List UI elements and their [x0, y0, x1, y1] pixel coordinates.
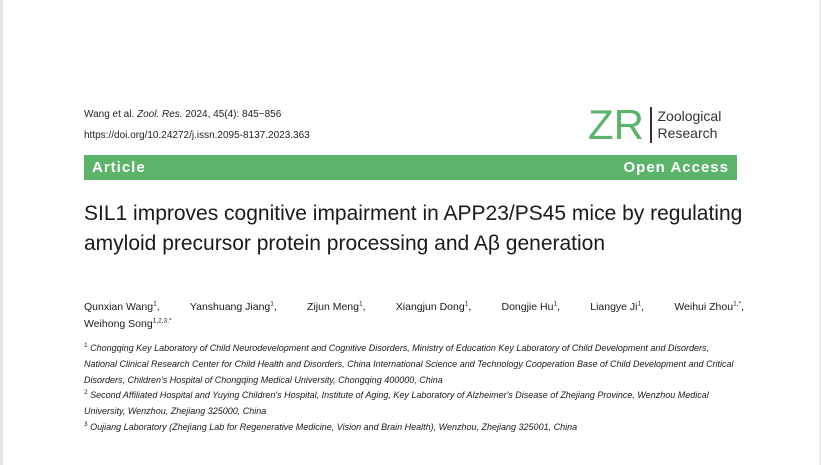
author-name: Liangye Ji$^1$, [590, 300, 645, 313]
author-affiliation-mark: 1 [270, 300, 274, 308]
author-name [84, 318, 172, 330]
author-name: Xiangjun Dong$^1$, [395, 300, 472, 313]
author-name-text: Dongjie Hu [501, 301, 554, 313]
article-type-label: Article [92, 159, 146, 176]
journal-logo [588, 101, 722, 148]
citation-volume: 2024, 45(4): 845−856 [182, 109, 282, 120]
logo-name-line2: Research [657, 125, 718, 141]
affiliation-item [84, 388, 744, 420]
author-affiliation-mark: 1 [153, 300, 157, 308]
author-name: Qunxian Wang$^1$, [84, 300, 160, 313]
paper-title: SIL1 improves cognitive impairment in APP23/PS45 mice by regulating amyloid precursor protein processing and Aβ generation [84, 202, 743, 255]
author-affiliation-mark: 1 [637, 300, 642, 308]
affiliation-item [84, 341, 744, 388]
affiliation-number: 3 [84, 420, 88, 428]
author-affiliation-mark: 1 [359, 300, 363, 308]
logo-divider [650, 107, 652, 143]
logo-name-line1: Zoological [657, 108, 722, 124]
author-name-text: Xiangjun Dong [395, 301, 465, 313]
author-affiliation-mark: 1,* [733, 300, 742, 308]
author-affiliation-mark: 1 [553, 300, 558, 308]
logo-name [658, 108, 722, 142]
affiliation-number: 2 [84, 389, 88, 397]
affiliations [84, 341, 744, 436]
author-affiliation-mark: 1,2,3,* [152, 317, 172, 325]
author-name-text: Yanshuang Jiang [189, 301, 271, 313]
affiliation-number: 1 [84, 342, 88, 349]
author-name-text: Liangye Ji [590, 301, 638, 313]
affiliation-text: Second Affiliated Hospital and Yuying Children's Hospital, Institute of Aging, Key Laboratory of Alzheimer's Disease of Zhejiang Province, Wenzhou Medical University, Wenzhou, Zhejiang 325000, China [84, 390, 709, 417]
citation-journal: Zool. Res. [137, 109, 183, 120]
author-name: Dongjie Hu$^1$, [501, 300, 560, 313]
author-name-text: Weihong Song [84, 318, 153, 330]
author-list [84, 299, 744, 333]
author-row [84, 299, 744, 316]
author-affiliation-mark: 1 [464, 300, 469, 308]
citation-line [84, 108, 281, 121]
author-name: Weihui Zhou$^{1,*}$, [674, 300, 744, 313]
author-name-text: Qunxian Wang [84, 301, 154, 313]
author-row-2 [84, 316, 744, 333]
open-access-label: Open Access [623, 159, 729, 176]
article-banner [84, 155, 737, 180]
page-left-border [0, 0, 3, 465]
author-name-text: Weihui Zhou [674, 301, 734, 313]
author-name: Zijun Meng$^1$, [307, 300, 366, 313]
author-name-text: Zijun Meng [307, 301, 359, 313]
affiliation-text: Oujiang Laboratory (Zhejiang Lab for Regenerative Medicine, Vision and Brain Health), Wenzhou, Zhejiang 325001, China [87, 421, 578, 432]
logo-mark: ZR [588, 101, 644, 148]
affiliation-text: Chongqing Key Laboratory of Child Neurodevelopment and Cognitive Disorders, Ministry of Education Key Laboratory of Child Development and Disorders, National Clinical Research Center for Child Health and Disorders, China International Science and Technology Cooperation Base of Child Development and Critical Disorders, Children's Hospital of Chongqing Medical University, Chongqing 400000, China [84, 343, 734, 385]
author-name: Yanshuang Jiang$^1$, [189, 300, 277, 313]
citation-authors: Wang et al. [84, 109, 137, 120]
doi-link[interactable]: https://doi.org/10.24272/j.issn.2095-8137.2023.363 [84, 130, 310, 141]
affiliation-item [84, 420, 744, 436]
